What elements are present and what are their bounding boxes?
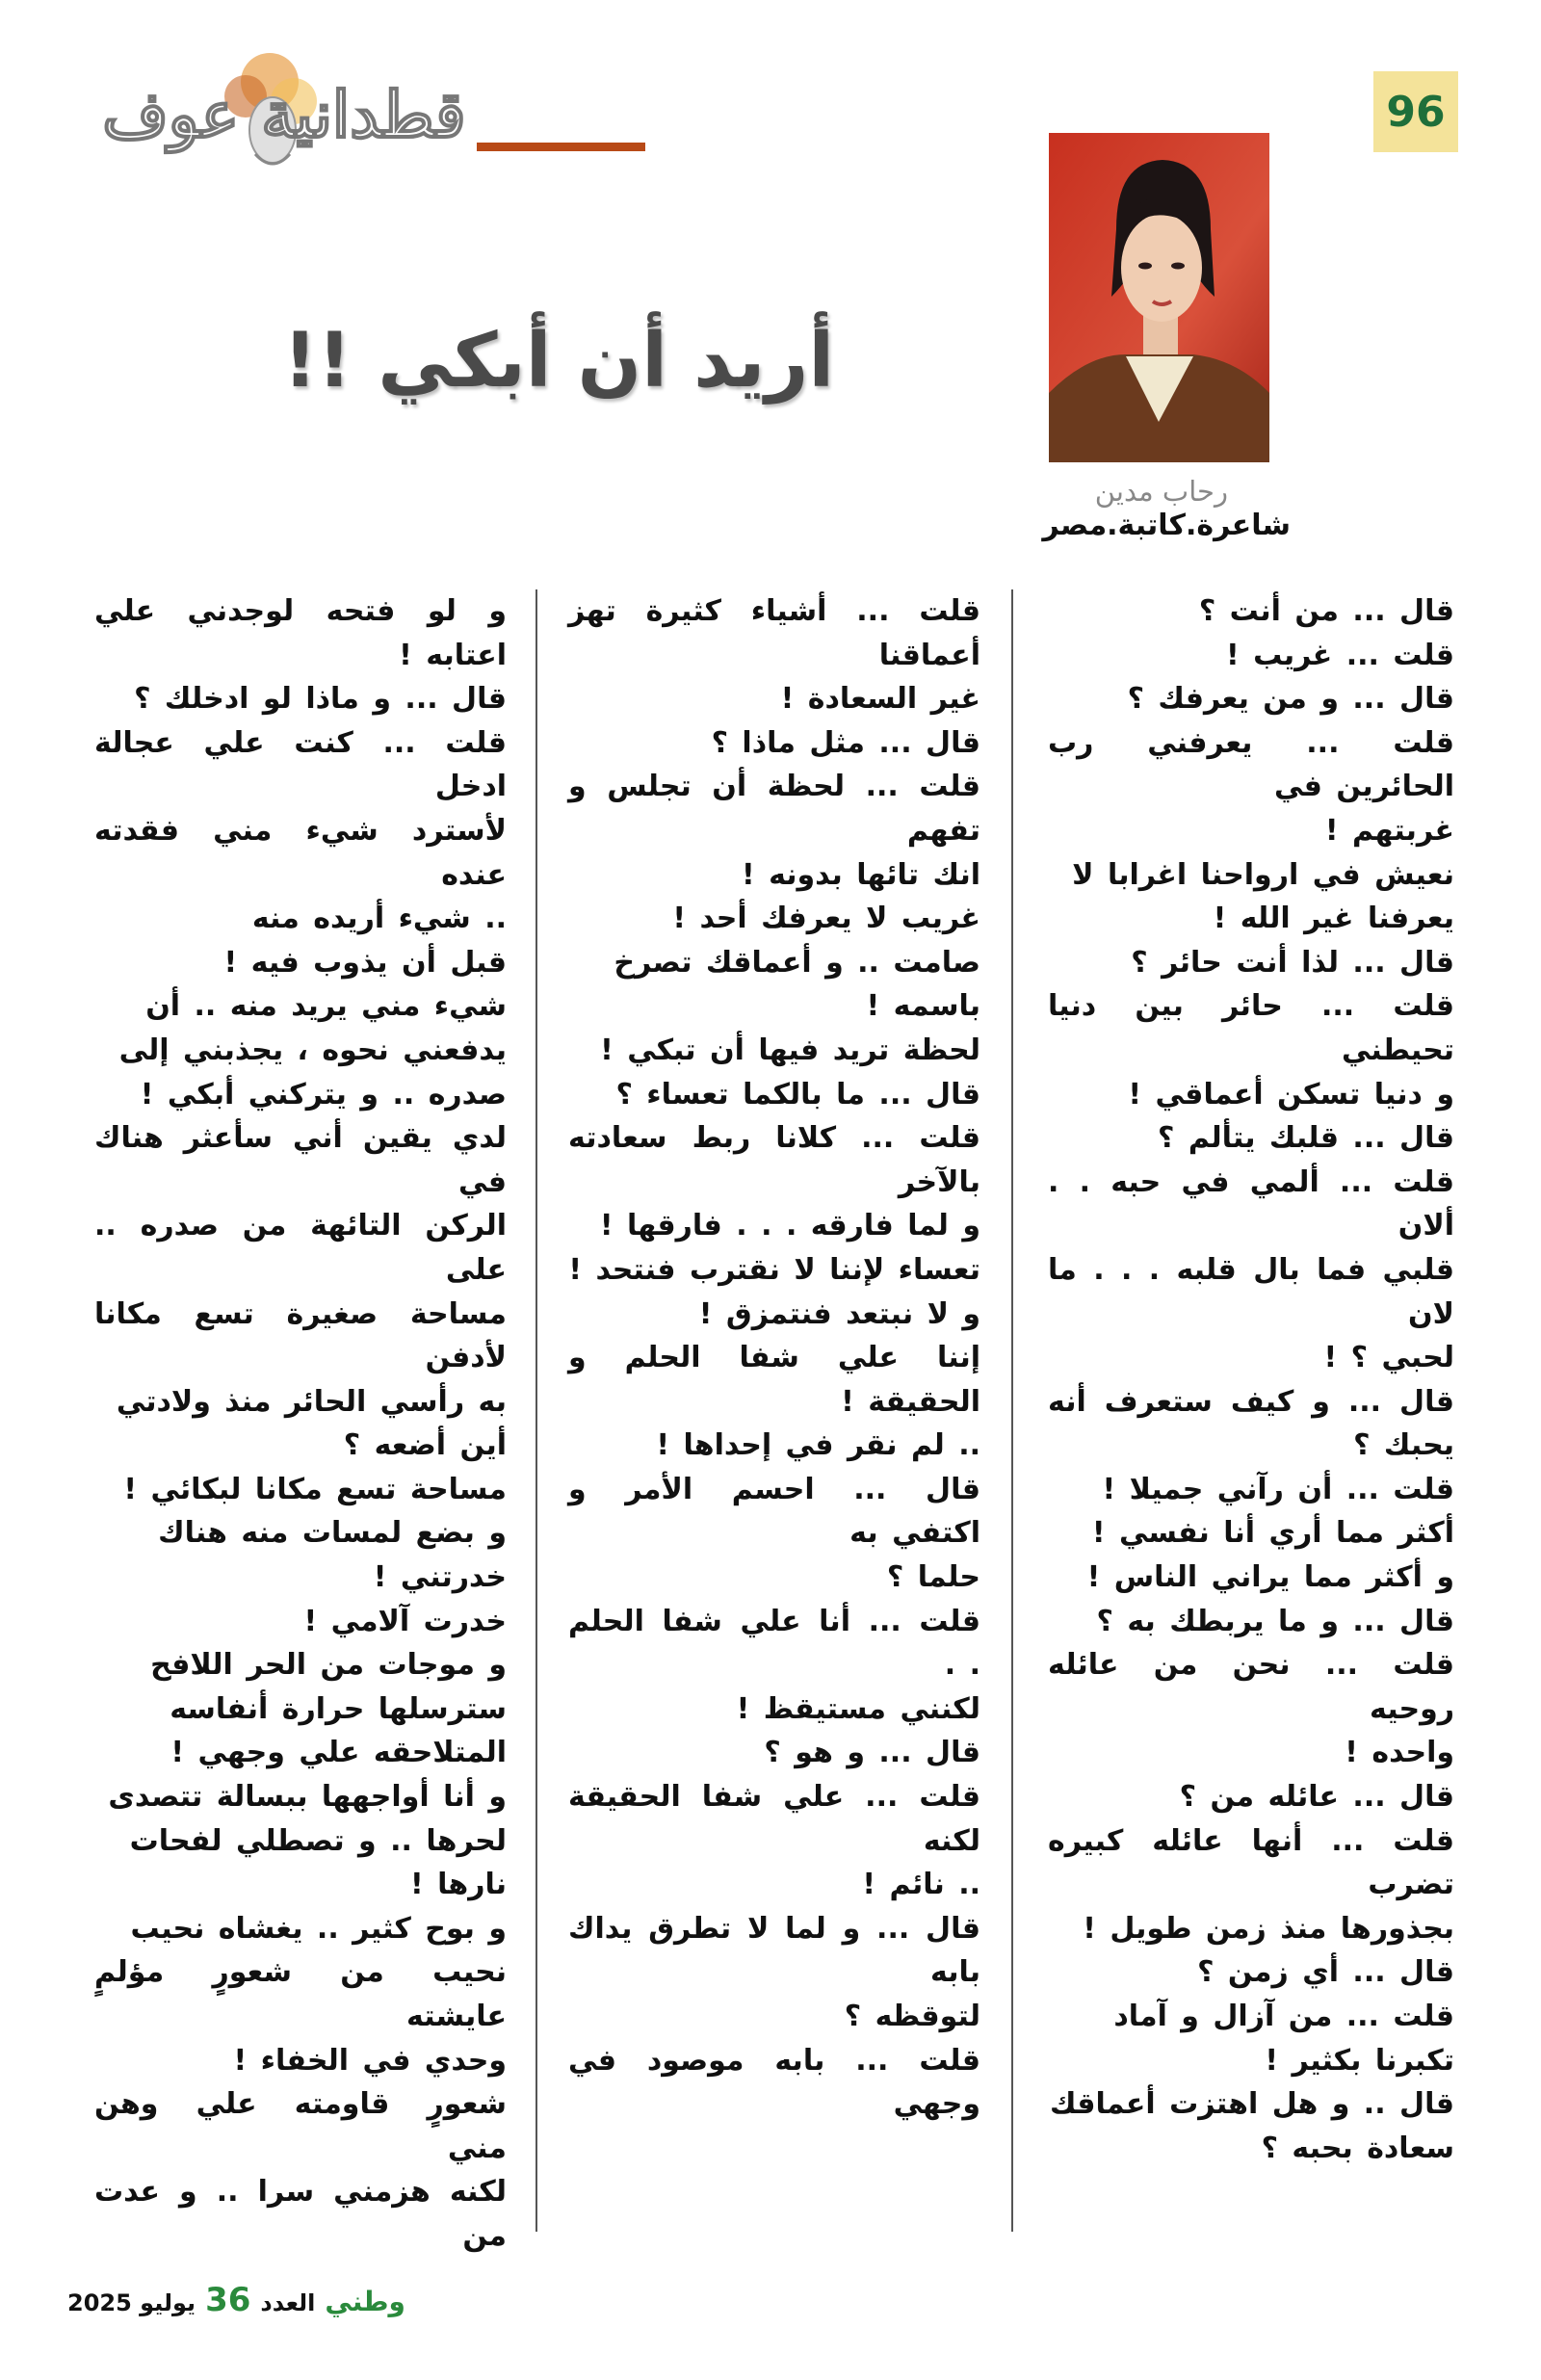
text-line: نارها ! — [410, 1868, 507, 1902]
text-line: لدي يقين أني سأعثر هناك في — [94, 1121, 507, 1199]
text-line: بجذورها منذ زمن طويل ! — [1083, 1911, 1454, 1946]
text-line: تعساء لإننا لا نقترب فنتحد ! — [568, 1252, 980, 1287]
text-line: شيء مني يريد منه .. أن — [145, 989, 507, 1024]
text-line: لكنني مستيقظ ! — [736, 1691, 980, 1726]
text-line: سعادة بحبه ؟ — [1261, 2131, 1454, 2165]
text-line: سترسلها حرارة أنفاسه — [170, 1691, 507, 1726]
text-line: قال ... مثل ماذا ؟ — [711, 725, 980, 760]
text-line: انك تائها بدونه ! — [741, 857, 980, 892]
author-portrait — [1049, 133, 1269, 462]
text-line: قلت ... من آزال و آماد — [1113, 2000, 1454, 2033]
text-line: .. لم نقر في إحداها ! — [656, 1428, 980, 1463]
text-line: لحظة تريد فيها أن تبكي ! — [600, 1033, 980, 1067]
text-line: غربتهم ! — [1324, 813, 1454, 848]
text-line: قال ... من أنت ؟ — [1198, 594, 1454, 628]
text-line: قال ... قلبك يتألم ؟ — [1158, 1121, 1454, 1156]
author-description: شاعرة.كاتبة.مصر — [1042, 509, 1291, 542]
text-line: قال ... و كيف ستعرف أنه يحبك ؟ — [1048, 1384, 1454, 1463]
text-line: غريب لا يعرفك أحد ! — [672, 902, 980, 936]
text-line: قال ... أي زمن ؟ — [1197, 1955, 1454, 1990]
text-line: قال ... و ما يربطك به ؟ — [1096, 1604, 1454, 1638]
text-line: قلت ... أنا علي شفا الحلم . . — [568, 1604, 980, 1683]
text-line: لتوقظه ؟ — [844, 2000, 980, 2033]
author-name: رحاب مدين — [1094, 475, 1228, 508]
column-divider — [535, 589, 537, 2232]
text-column-3 — [94, 589, 507, 2259]
text-line: تكبرنا بكثير ! — [1265, 2043, 1454, 2078]
footer-issue-label: العدد — [260, 2289, 316, 2316]
footer-magazine: وطني — [325, 2286, 405, 2317]
text-line: قلت ... ألمي في حبه . . ألان — [1048, 1164, 1454, 1243]
text-line: و أنا أواجهها ببسالة تتصدى — [108, 1780, 507, 1815]
text-line: قال ... و هو ؟ — [764, 1736, 980, 1770]
text-line: قلت ... بابه موصود في وجهي — [568, 2043, 980, 2122]
text-line: قال ... لذا أنت حائر ؟ — [1131, 945, 1454, 980]
text-line: قلت ... لحظة أن تجلس و تفهم — [568, 770, 980, 848]
text-line: مساحة صغيرة تسع مكانا لأدفن — [94, 1296, 507, 1375]
column-divider — [1011, 589, 1013, 2232]
text-line: غير السعادة ! — [780, 682, 980, 717]
footer-issue-number: 36 — [205, 2281, 251, 2319]
text-line: باسمه ! — [866, 989, 980, 1024]
text-line: و بضع لمسات منه هناك — [158, 1516, 507, 1551]
text-line: و لما فارقه . . . فارقها ! — [599, 1209, 980, 1243]
text-line: أكثر مما أري أنا نفسي ! — [1091, 1516, 1454, 1551]
text-line: قال ... ما بالكما تعساء ؟ — [615, 1077, 980, 1112]
article-title: أريد أن أبكي !! — [282, 318, 835, 405]
text-line: لكنه هزمني سرا .. و عدت من — [94, 2175, 507, 2253]
text-line: لحرها .. و تصطلي لفحات — [129, 1823, 507, 1858]
text-line: قلت ... كلانا ربط سعادته بالآخر — [568, 1121, 980, 1199]
text-line: يعرفنا غير الله ! — [1213, 902, 1454, 936]
text-line: قلت ... أن رآني جميلا ! — [1102, 1472, 1454, 1506]
text-line: قلت ... حائر بين دنيا تحيطني — [1048, 989, 1454, 1067]
text-line: و لا نبتعد فنتمزق ! — [698, 1296, 980, 1331]
text-line: قال ... و من يعرفك ؟ — [1127, 682, 1454, 717]
text-line: قلت ... أنها عائله كبيره تضرب — [1048, 1823, 1454, 1902]
text-line: صدره .. و يتركني أبكي ! — [140, 1077, 507, 1112]
text-line: قبل أن يذوب فيه ! — [223, 945, 507, 980]
text-line: قلت ... علي شفا الحقيقة لكنه — [568, 1780, 980, 1858]
text-line: و بوح كثير .. يغشاه نحيب — [130, 1911, 507, 1946]
text-line: نحيب من شعورٍ مؤلمٍ عايشته — [94, 1955, 507, 2033]
text-line: قلت ... يعرفني رب الحائرين في — [1048, 725, 1454, 804]
text-line: قال .. و هل اهتزت أعماقك — [1049, 2087, 1454, 2122]
text-column-2 — [568, 589, 980, 2127]
text-line: لحبي ؟ ! — [1323, 1341, 1454, 1375]
text-line: يدفعني نحوه ، يجذبني إلى — [118, 1033, 507, 1067]
section-logo-text: قطدانية عوف — [102, 77, 466, 152]
text-line: نعيش في ارواحنا اغرابا لا — [1072, 857, 1454, 892]
text-line: به رأسي الحائر منذ ولادتي — [116, 1384, 507, 1419]
text-line: و موجات من الحر اللافح — [150, 1648, 507, 1683]
page-number: 96 — [1373, 71, 1458, 152]
text-line: مساحة تسع مكانا لبكائي ! — [123, 1472, 507, 1506]
text-line: قال ... عائله من ؟ — [1179, 1780, 1454, 1815]
page-footer — [67, 2281, 405, 2319]
text-line: خدرتني ! — [373, 1560, 507, 1595]
text-line: و لو فتحه لوجدني علي اعتابه ! — [94, 594, 507, 672]
text-line: واحده ! — [1345, 1736, 1454, 1770]
text-line: أين أضعه ؟ — [343, 1428, 507, 1463]
text-line: و أكثر مما يراني الناس ! — [1086, 1560, 1454, 1595]
text-line: خدرت آلامي ! — [303, 1604, 507, 1638]
footer-date: يوليو 2025 — [67, 2289, 196, 2316]
text-line: الركن التائهة من صدره .. على — [94, 1209, 507, 1287]
text-line: قلت ... كنت علي عجالة ادخل — [94, 725, 507, 804]
text-line: صامت .. و أعماقك تصرخ — [614, 945, 980, 980]
text-column-1 — [1048, 589, 1454, 2170]
text-line: المتلاحقه علي وجهي ! — [170, 1736, 507, 1770]
text-line: لأسترد شيء مني فقدته عنده — [94, 813, 507, 892]
text-line: قلت ... غريب ! — [1225, 638, 1454, 672]
text-line: إننا علي شفا الحلم و الحقيقة ! — [568, 1341, 980, 1419]
text-line: وحدي في الخفاء ! — [233, 2043, 507, 2078]
text-line: .. نائم ! — [862, 1868, 980, 1902]
text-line: .. شيء أريده منه — [251, 902, 507, 936]
text-line: قلت ... أشياء كثيرة تهز أعماقنا — [568, 594, 980, 672]
text-line: قلبي فما بال قلبه . . . ما لان — [1048, 1252, 1454, 1331]
text-line: قال ... احسم الأمر و اكتفي به — [568, 1472, 980, 1551]
section-rule — [477, 143, 645, 151]
text-line: قال ... و ماذا لو ادخلك ؟ — [134, 682, 507, 717]
text-line: قال ... و لما لا تطرق يداك بابه — [568, 1911, 980, 1990]
text-line: قلت ... نحن من عائله روحيه — [1048, 1648, 1454, 1726]
text-line: و دنيا تسكن أعماقي ! — [1128, 1077, 1454, 1112]
text-line: شعورٍ قاومته علي وهن مني — [94, 2087, 507, 2165]
section-logo — [91, 39, 650, 183]
text-line: حلما ؟ — [886, 1560, 980, 1595]
